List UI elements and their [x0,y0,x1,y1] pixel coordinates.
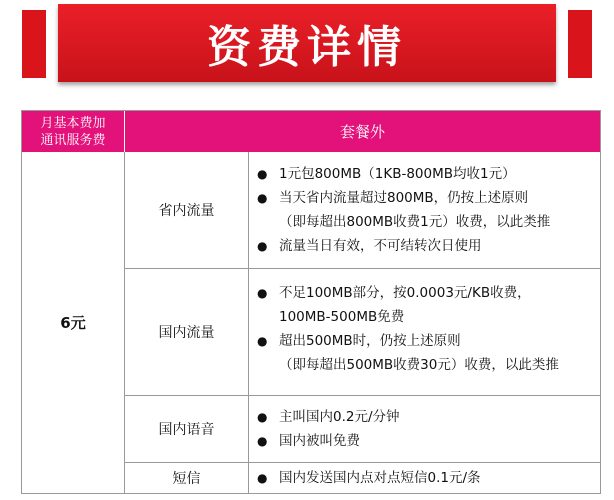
category-sms: 短信 [125,463,249,493]
bullet-icon: ● [257,239,268,253]
detail-line: ● 超出500MB时，仍按上述原则 [257,329,600,353]
detail-line: （即每超出800MB收费1元）收费，以此类推 [279,214,551,230]
detail-line: ● 不足100MB部分，按0.0003元/KB收费， [257,281,600,305]
banner-left-tab [22,10,46,78]
category-domestic-voice: 国内语音 [125,396,249,463]
monthly-price: 6元 [22,152,125,493]
detail-line: ● 国内发送国内点对点短信0.1元/条 [257,466,600,490]
bullet-icon: ● [257,167,268,181]
bullet-icon: ● [257,334,268,348]
detail-line: ● 1元包800MB（1KB-800MB均收1元） [257,162,600,186]
bullet-icon: ● [257,471,268,485]
details-sms [249,463,600,493]
bullet-icon: ● [257,434,268,448]
detail-line: 100MB-500MB免费 [279,309,405,325]
detail-line: ● 国内被叫免费 [257,429,600,453]
banner-bar [58,4,556,82]
header-monthly-fee-line1: 月基本费加 [40,115,106,131]
page-title: 资费详情 [207,22,407,73]
tariff-table [21,110,601,494]
detail-line: ● 当天省内流量超过800MB，仍按上述原则 [257,186,600,210]
details-provincial-data [249,152,600,269]
header-extra-package: 套餐外 [125,111,600,152]
bullet-icon: ● [257,410,268,424]
bullet-icon: ● [257,191,268,205]
details-domestic-voice [249,396,600,463]
details-domestic-data [249,269,600,396]
detail-line: ● 主叫国内0.2元/分钟 [257,405,600,429]
banner-right-tab [568,10,592,78]
detail-line: （即每超出500MB收费30元）收费，以此类推 [279,357,559,373]
detail-line: ● 流量当日有效，不可结转次日使用 [257,234,600,258]
header-monthly-fee-line2: 通讯服务费 [40,132,106,148]
header-monthly-fee [22,111,125,152]
category-domestic-data: 国内流量 [125,269,249,396]
bullet-icon: ● [257,286,268,300]
category-provincial-data: 省内流量 [125,152,249,269]
title-banner [0,0,614,96]
